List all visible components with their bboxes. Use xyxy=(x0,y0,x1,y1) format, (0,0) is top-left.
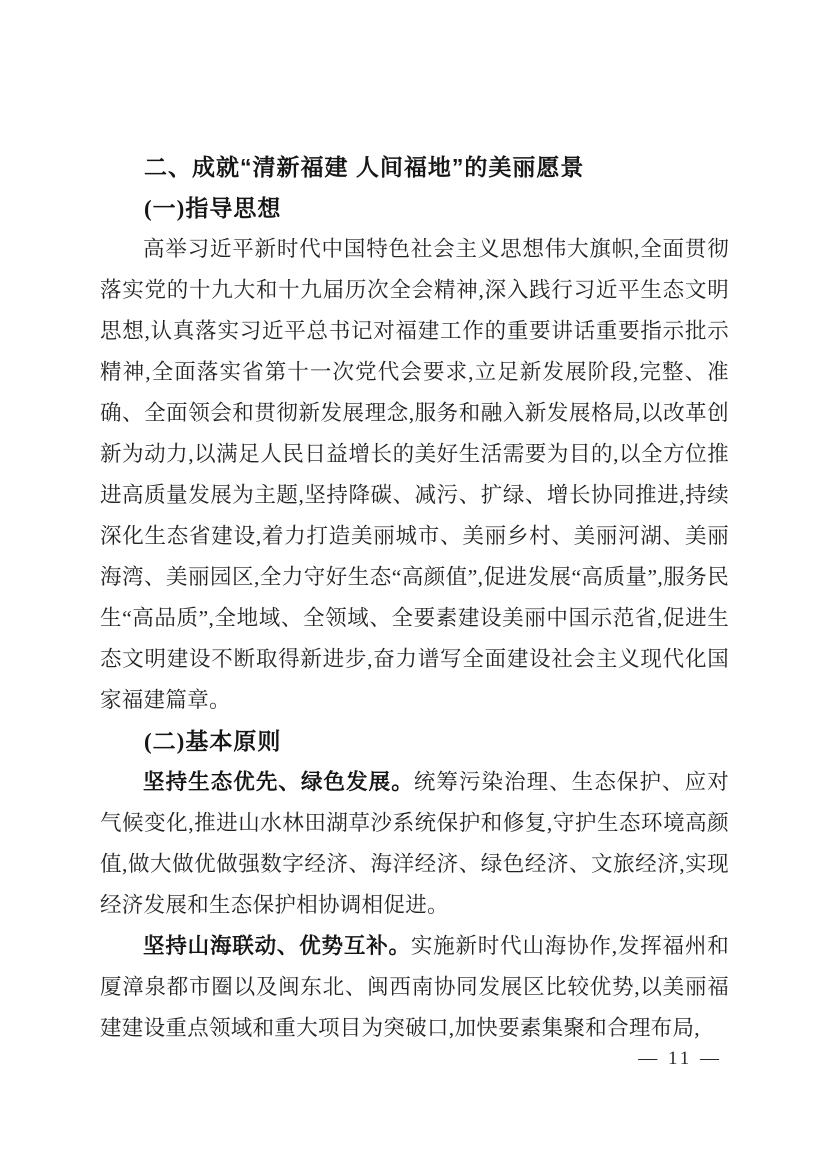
document-content xyxy=(100,147,729,1049)
paragraph-lead: 坚持生态优先、绿色发展。 xyxy=(143,770,414,794)
subsection-heading-basic-principles: (二)基本原则 xyxy=(144,729,282,754)
paragraph-guiding-ideology xyxy=(100,229,729,721)
paragraph-principle-eco-priority xyxy=(100,762,729,926)
section-title: 二、成就“清新福建 人间福地”的美丽愿景 xyxy=(144,154,585,180)
page-number: — 11 — xyxy=(638,1048,722,1069)
paragraph-text: 实施新时代山海协作,发挥福州和厦漳泉都市圈以及闽东北、闽西南协同发展区比较优势,以美丽福建建设重点领域和重大项目为突破口,加快要素集聚和合理布局, xyxy=(100,934,729,1040)
paragraph-principle-mountain-sea xyxy=(100,926,729,1049)
paragraph-lead: 坚持山海联动、优势互补。 xyxy=(143,934,411,958)
subsection-heading-guiding-ideology: (一)指导思想 xyxy=(144,196,282,221)
paragraph-text: 高举习近平新时代中国特色社会主义思想伟大旗帜,全面贯彻落实党的十九大和十九届历次全会精神,深入践行习近平生态文明思想,认真落实习近平总书记对福建工作的重要讲话重要指示批示精神,全面落实省第十一次党代会要求,立足新发展阶段,完整、准确、全面领会和贯彻新发展理念,服务和融入新发展格局,以改革创新为动力,以满足人民日益增长的美好生活需要为目的,以全方位推进高质量发展为主题,坚持降碳、减污、扩绿、增长协同推进,持续深化生态省建设,着力打造美丽城市、美丽乡村、美丽河湖、美丽海湾、美丽园区,全力守好生态“高颜值”,促进发展“高质量”,服务民生“高品质”,全地域、全领域、全要素建设美丽中国示范省,促进生态文明建设不断取得新进步,奋力谱写全面建设社会主义现代化国家福建篇章。 xyxy=(100,237,729,712)
paragraph-text: 统筹污染治理、生态保护、应对气候变化,推进山水林田湖草沙系统保护和修复,守护生态环境高颜值,做大做优做强数字经济、海洋经济、绿色经济、文旅经济,实现经济发展和生态保护相协调相促进。 xyxy=(100,770,729,917)
